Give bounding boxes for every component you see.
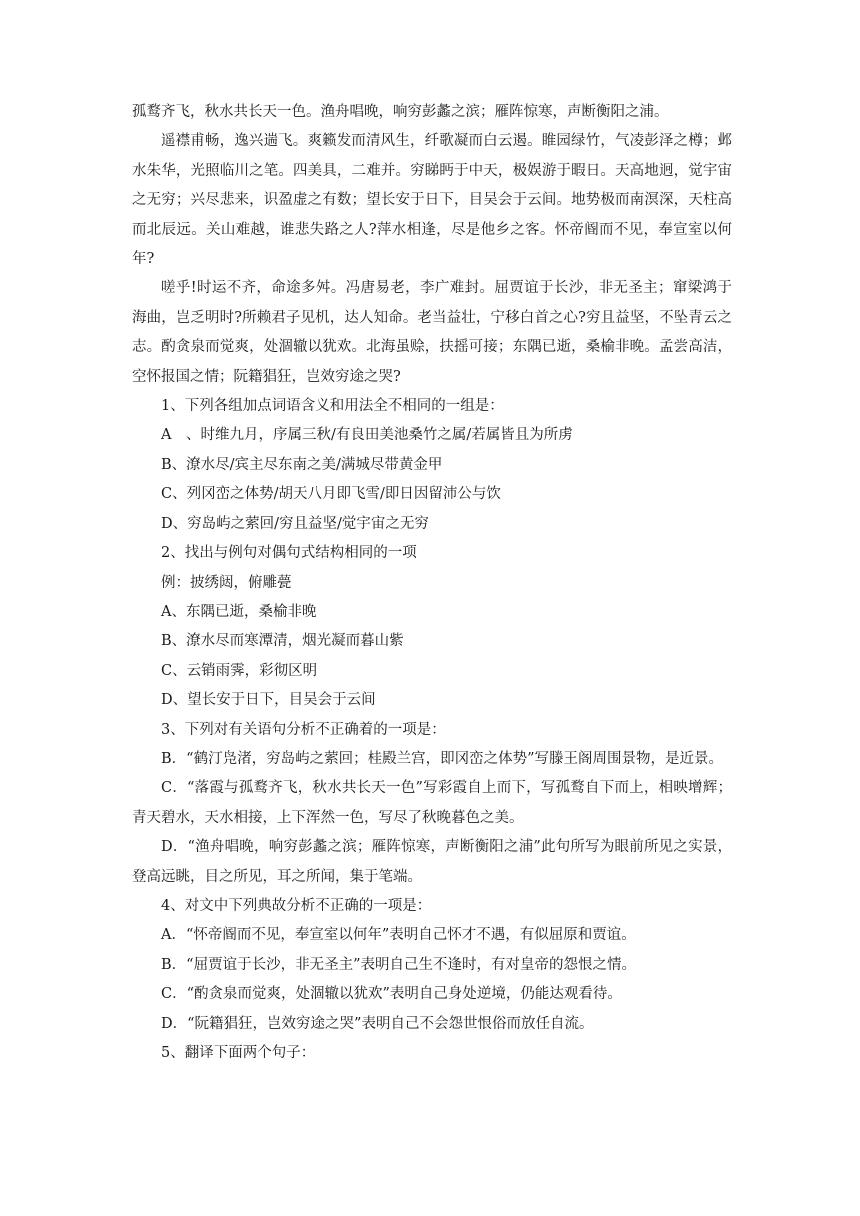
question-4 xyxy=(132,892,732,1039)
question-5 xyxy=(132,1039,732,1068)
question-1-stem: 1、下列各组加点词语含义和用法全不相同的一组是： xyxy=(161,398,504,415)
question-3-option-c: C．“落霞与孤鹜齐飞，秋水共长天一色”写彩霞自上而下，写孤鹜自下而上，相映增辉；青天碧水，天水相接，上下浑然一色，写尽了秋晚暮色之美。 xyxy=(132,780,732,826)
question-2 xyxy=(132,539,732,715)
question-1-option-c: C、列冈峦之体势/胡天八月即飞雪/即日因留沛公与饮 xyxy=(161,486,501,503)
question-2-option-a: A、东隅已逝，桑榆非晚 xyxy=(161,603,317,620)
question-3-option-b: B．“鹤汀凫渚，穷岛屿之萦回；桂殿兰宫，即冈峦之体势”写滕王阁周围景物，是近景。 xyxy=(161,750,723,767)
question-2-stem: 2、找出与例句对偶句式结构相同的一项 xyxy=(161,545,417,562)
question-3-stem: 3、下列对有关语句分析不正确着的一项是： xyxy=(161,721,446,738)
question-1-option-d: D、穷岛屿之萦回/穷且益坚/觉宇宙之无穷 xyxy=(161,515,429,532)
question-1-option-b: B、潦水尽/宾主尽东南之美/满城尽带黄金甲 xyxy=(161,456,443,473)
passage-paragraph-3: 嗟乎!时运不齐，命途多舛。冯唐易老，李广难封。屈贾谊于长沙，非无圣主；窜梁鸿于海曲，岂乏明时?所赖君子见机，达人知命。老当益壮，宁移白首之心?穷且益坚，不坠青云之志。酌贪泉而觉爽，处涸辙以犹欢。北海虽赊，扶摇可接；东隅已逝，桑榆非晚。孟尝高洁，空怀报国之情；阮籍猖狂，岂效穷途之哭? xyxy=(132,280,732,385)
question-4-option-a: A．“怀帝阍而不见，奉宣室以何年”表明自己怀才不遇，有似屈原和贾谊。 xyxy=(161,927,636,944)
question-2-option-b: B、潦水尽而寒潭清，烟光凝而暮山紫 xyxy=(161,633,404,650)
question-2-option-c: C、云销雨霁，彩彻区明 xyxy=(161,662,318,679)
question-4-option-c: C．“酌贪泉而觉爽，处涸辙以犹欢”表明自己身处逆境，仍能达观看待。 xyxy=(161,986,622,1003)
question-1 xyxy=(132,392,732,539)
question-2-example: 例：披绣闼，俯雕甍 xyxy=(161,574,292,591)
question-4-stem: 4、对文中下列典故分析不正确的一项是： xyxy=(161,897,432,914)
question-2-option-d: D、望长安于日下，目吴会于云间 xyxy=(161,692,376,709)
passage-paragraph-2: 遥襟甫畅，逸兴遄飞。爽籁发而清风生，纤歌凝而白云遏。睢园绿竹，气凌彭泽之樽；邺水朱华，光照临川之笔。四美具，二难并。穷睇眄于中天，极娱游于暇日。天高地迥，觉宇宙之无穷；兴尽悲来，识盈虚之有数；望长安于日下，目吴会于云间。地势极而南溟深，天柱高而北辰远。关山难越，谁悲失路之人?萍水相逢，尽是他乡之客。怀帝阍而不见，奉宣室以何年? xyxy=(132,133,732,268)
document-page xyxy=(132,98,732,1068)
question-4-option-d: D．“阮籍猖狂，岂效穷途之哭”表明自己不会怨世恨俗而放任自流。 xyxy=(161,1015,594,1032)
passage-paragraph-1: 孤鹜齐飞，秋水共长天一色。渔舟唱晚，响穷彭蠡之滨；雁阵惊寒，声断衡阳之浦。 xyxy=(132,104,669,120)
question-4-option-b: B．“屈贾谊于长沙，非无圣主”表明自己生不逢时，有对皇帝的怨恨之情。 xyxy=(161,956,636,973)
question-3 xyxy=(132,716,732,892)
question-3-option-d: D．“渔舟唱晚，响穷彭蠡之滨；雁阵惊寒，声断衡阳之浦”此句所写为眼前所见之实景，登高远眺，目之所见，耳之所闻，集于笔端。 xyxy=(132,839,732,885)
question-1-option-a: A 、时维九月，序属三秋/有良田美池桑竹之属/若属皆且为所虏 xyxy=(161,427,573,444)
question-5-stem: 5、翻译下面两个句子： xyxy=(161,1045,316,1061)
